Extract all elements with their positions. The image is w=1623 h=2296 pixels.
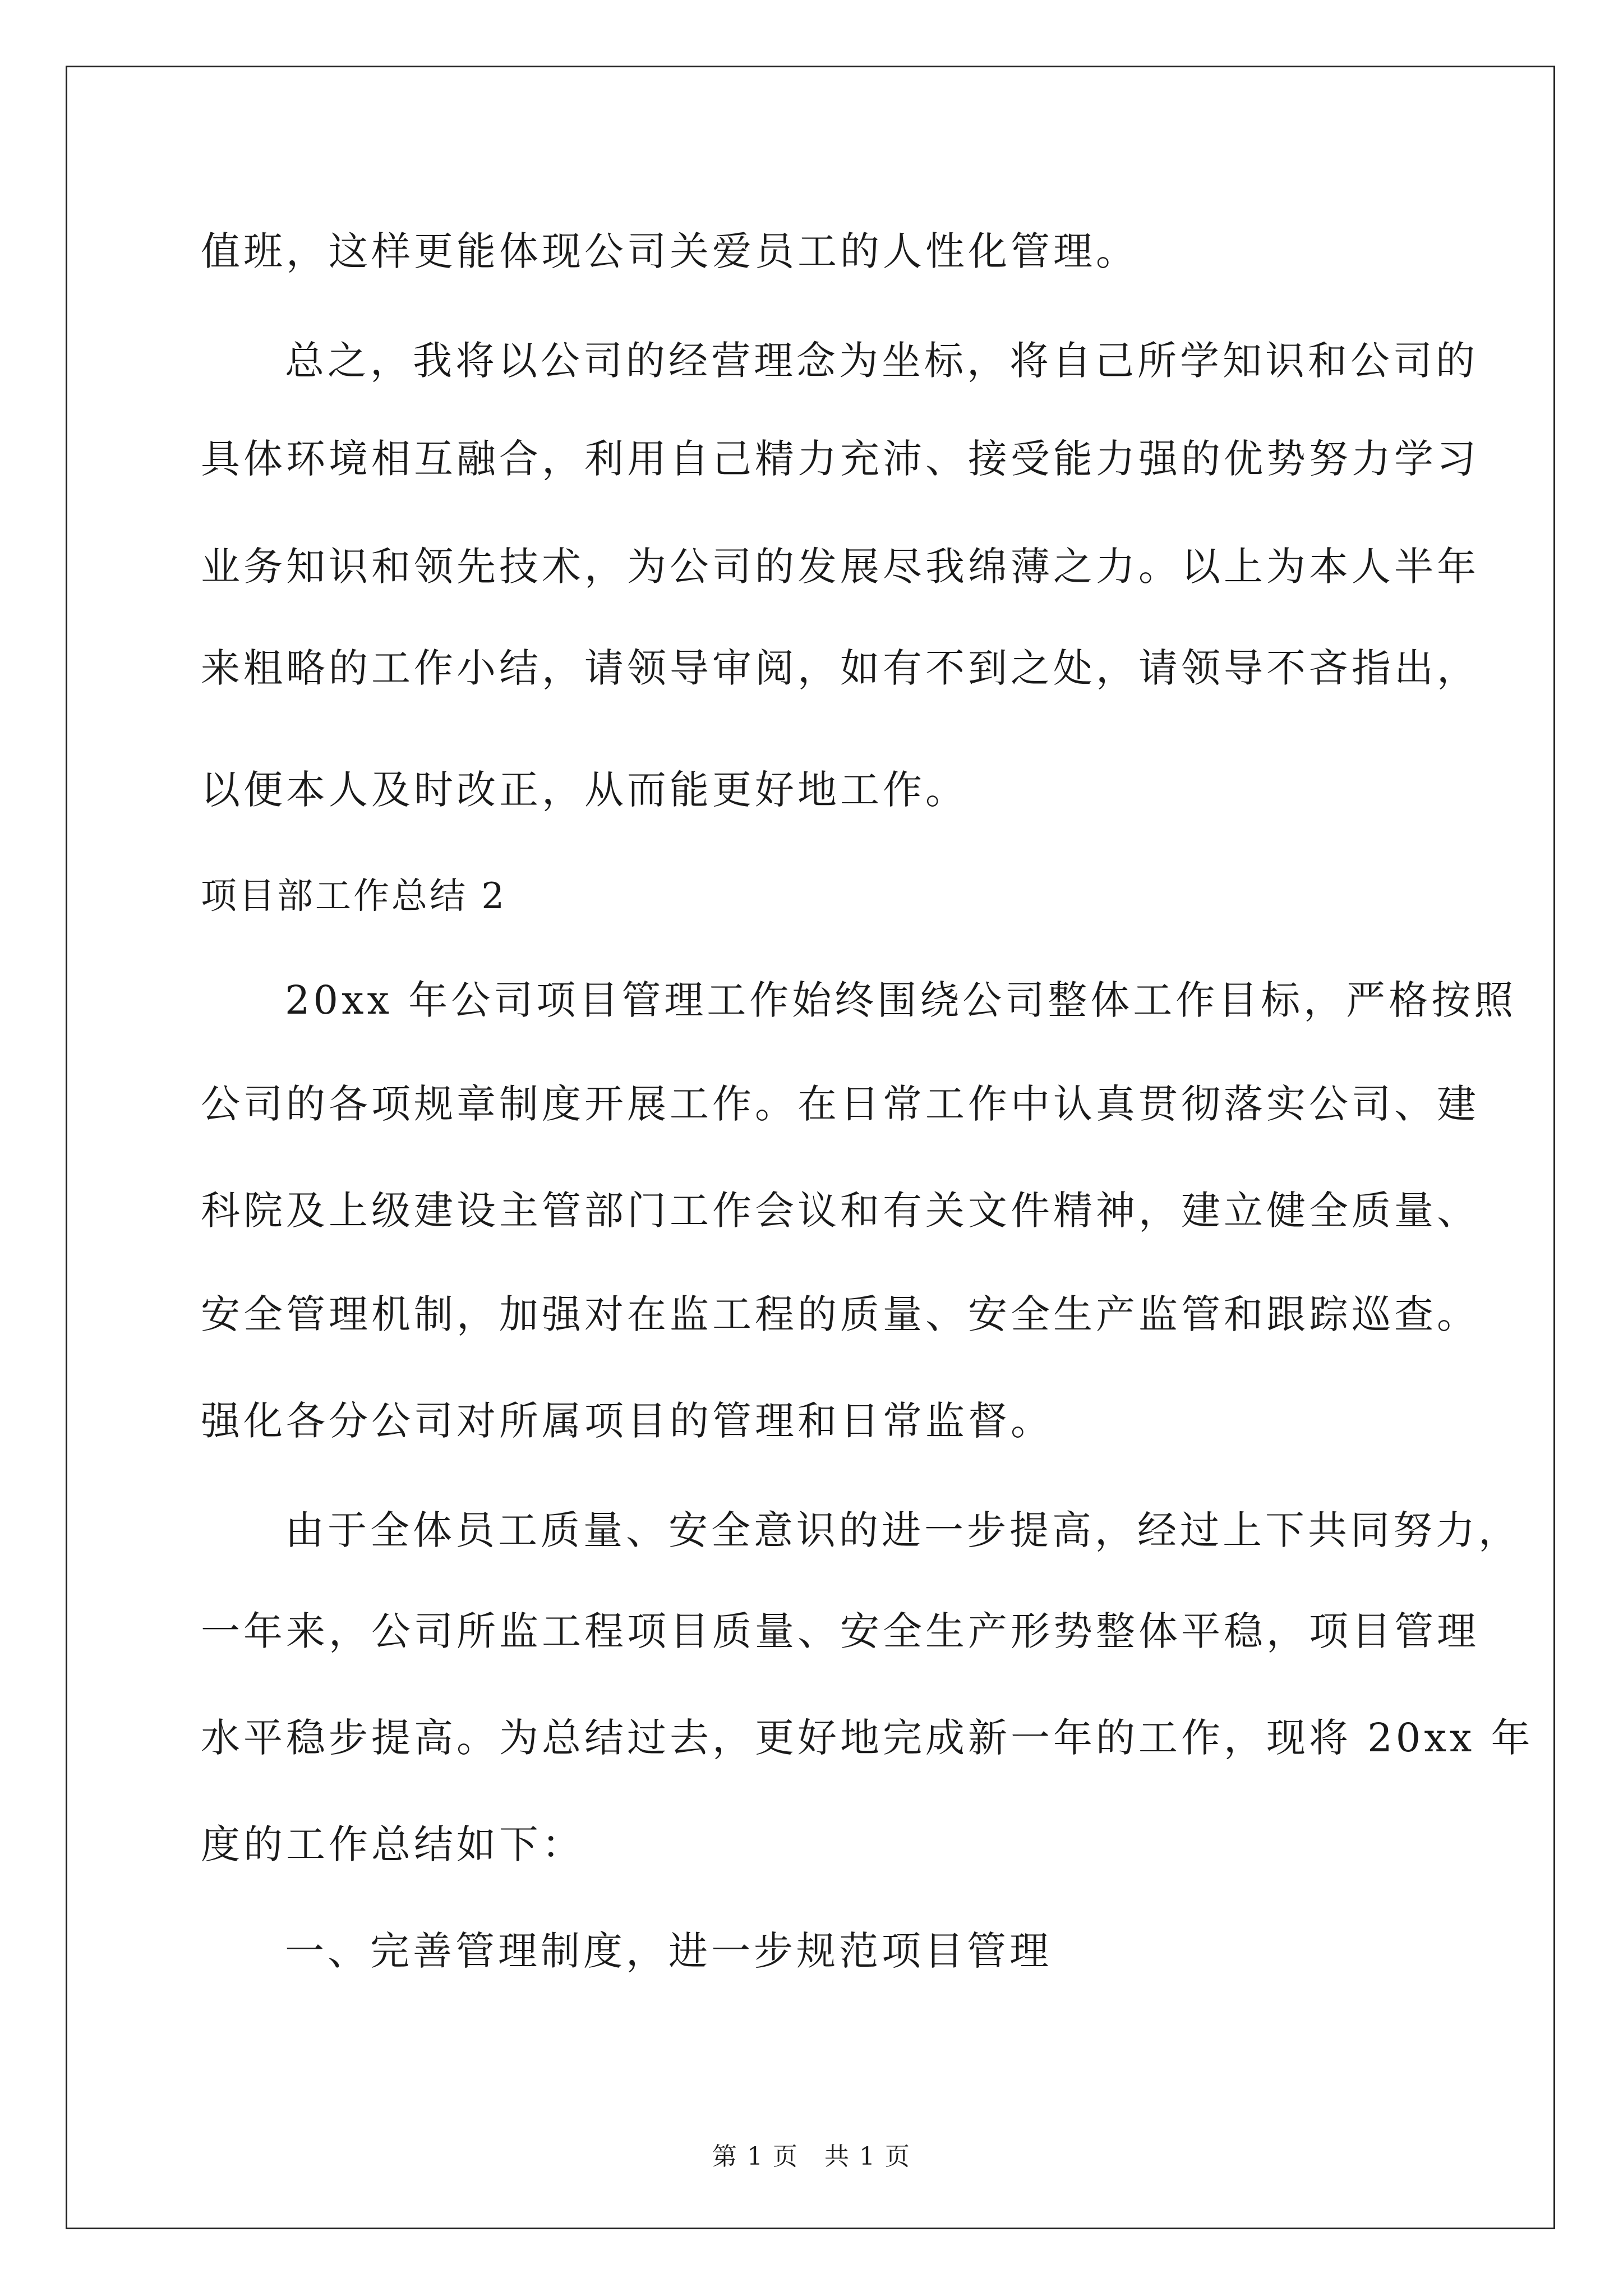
body-line: 一年来，公司所监工程项目质量、安全生产形势整体平稳，项目管理 [201,1608,1479,1654]
body-line: 安全管理机制，加强对在监工程的质量、安全生产监管和跟踪巡查。 [201,1291,1479,1337]
body-line: 度的工作总结如下： [201,1821,584,1867]
body-line: 以便本人及时改正，从而能更好地工作。 [201,767,968,813]
paragraph-first-line: 总之，我将以公司的经营理念为坐标，将自己所学知识和公司的 [285,338,1478,384]
body-line: 来粗略的工作小结，请领导审阅，如有不到之处，请领导不吝指出， [201,645,1479,691]
body-line: 业务知识和领先技术，为公司的发展尽我绵薄之力。以上为本人半年 [201,544,1479,590]
body-line: 具体环境相互融合，利用自己精力充沛、接受能力强的优势努力学习 [201,436,1479,482]
body-line: 公司的各项规章制度开展工作。在日常工作中认真贯彻落实公司、建 [201,1081,1479,1127]
paragraph-first-line: 20xx 年公司项目管理工作始终围绕公司整体工作目标，严格按照 [285,977,1517,1023]
page-number: 第 1 页 共 1 页 [712,2142,911,2171]
list-heading: 一、完善管理制度，进一步规范项目管理 [285,1928,1052,1974]
body-line: 强化各分公司对所属项目的管理和日常监督。 [201,1398,1053,1444]
body-line: 水平稳步提高。为总结过去，更好地完成新一年的工作，现将 20xx 年 [201,1715,1534,1761]
paragraph-first-line: 由于全体员工质量、安全意识的进一步提高，经过上下共同努力， [285,1507,1521,1553]
section-heading: 项目部工作总结 2 [201,876,507,917]
page-border [66,66,1555,2229]
body-line: 科院及上级建设主管部门工作会议和有关文件精神，建立健全质量、 [201,1188,1479,1234]
body-line: 值班，这样更能体现公司关爱员工的人性化管理。 [201,228,1138,274]
